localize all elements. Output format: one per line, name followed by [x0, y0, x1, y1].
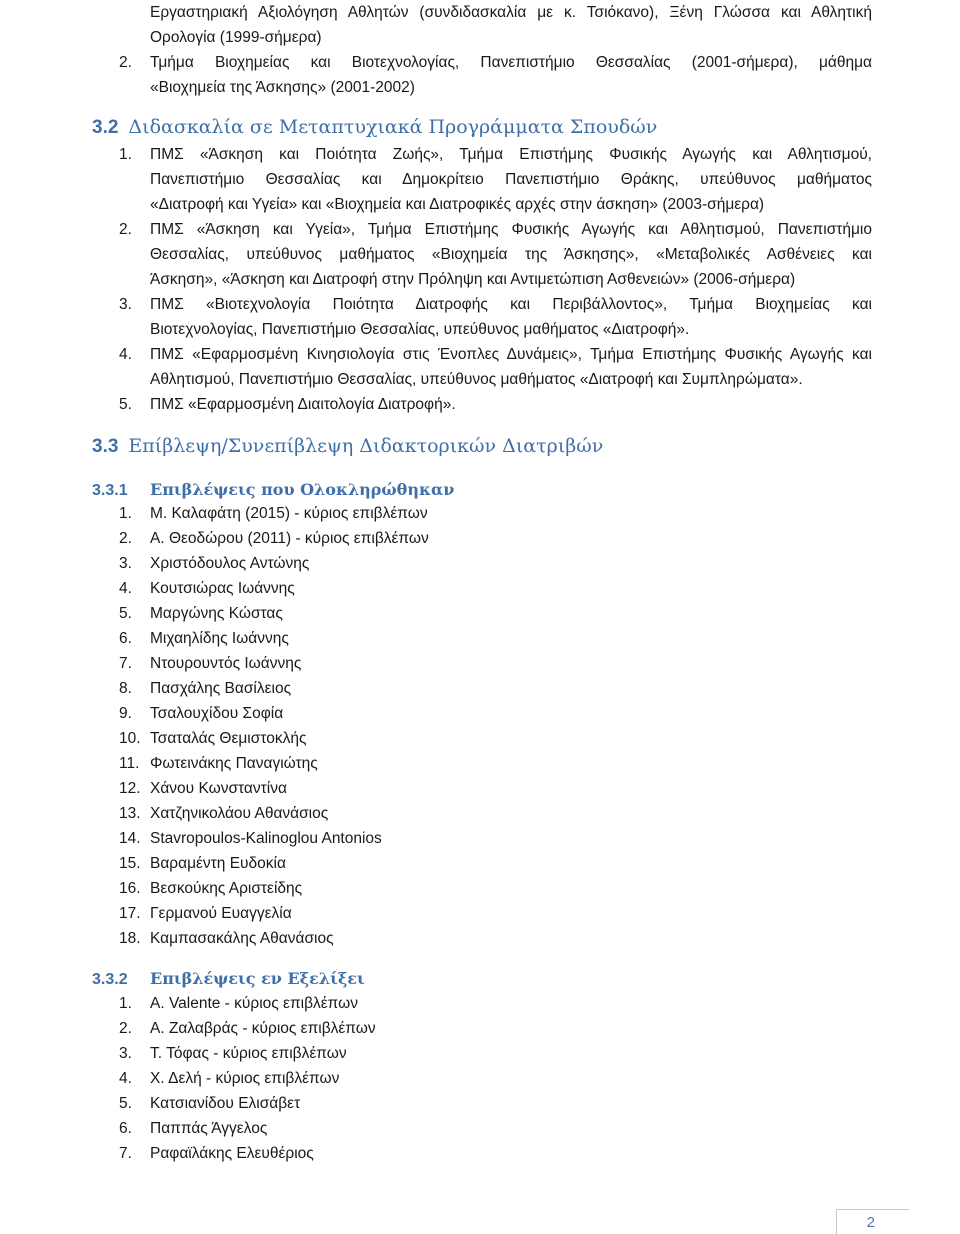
list-item-text: Ραφαϊλάκης Ελευθέριος	[150, 1145, 314, 1162]
list-item-text: Μ. Καλαφάτη (2015) - κύριος επιβλέπων	[150, 505, 428, 522]
list-item-text: Χάνου Κωνσταντίνα	[150, 780, 287, 797]
list-item-number: 2.	[119, 54, 132, 71]
list-item-text: Α. Ζαλαβράς - κύριος επιβλέπων	[150, 1020, 376, 1037]
list-item-number: 12.	[119, 780, 141, 797]
list-item-text: Χ. Δελή - κύριος επιβλέπων	[150, 1070, 340, 1087]
list-item-number: 16.	[119, 880, 141, 897]
subsection-number: 3.3.1	[92, 482, 128, 499]
page-number: 2	[866, 1214, 875, 1231]
list-item-number: 4.	[119, 580, 132, 597]
list-item-number: 3.	[119, 555, 132, 572]
list-item-number: 14.	[119, 830, 141, 847]
list-item-number: 15.	[119, 855, 141, 872]
list-item-line: ΠΜΣ «Βιοτεχνολογία Ποιότητα Διατροφής και Περιβάλλοντος», Τμήμα Βιοχημείας και	[150, 296, 872, 313]
list-item-text: Φωτεινάκης Παναγιώτης	[150, 755, 318, 772]
list-item-line: ΠΜΣ «Άσκηση και Υγεία», Τμήμα Επιστήμης Φυσικής Αγωγής και Αθλητισμού, Πανεπιστήμιο	[150, 221, 872, 238]
list-item-text: Βεσκούκης Αριστείδης	[150, 880, 303, 897]
list-item-text: Α. Θεοδώρου (2011) - κύριος επιβλέπων	[150, 530, 429, 547]
continued-line: Ορολογία (1999-σήμερα)	[150, 29, 322, 46]
continued-line: Εργαστηριακή Αξιολόγηση Αθλητών (συνδιδασκαλία με κ. Τσιόκανο), Ξένη Γλώσσα και Αθλητική	[150, 4, 872, 21]
list-item-number: 7.	[119, 1145, 132, 1162]
list-item-number: 4.	[119, 1070, 132, 1087]
subsection-heading-3-3-2	[92, 969, 365, 989]
list-item-number: 7.	[119, 655, 132, 672]
list-item-number: 5.	[119, 605, 132, 622]
list-item-number: 2.	[119, 221, 132, 238]
subsection-title: Επιβλέψεις που Ολοκληρώθηκαν	[150, 480, 455, 499]
list-item-text: Πασχάλης Βασίλειος	[150, 680, 292, 697]
continued-item-text	[150, 0, 872, 50]
list-item-number: 9.	[119, 705, 132, 722]
section-heading-3-2	[92, 116, 657, 139]
list-item-line: ΠΜΣ «Άσκηση και Ποιότητα Ζωής», Τμήμα Επιστήμης Φυσικής Αγωγής και Αθλητισμού,	[150, 146, 872, 163]
list-item-line: ΠΜΣ «Εφαρμοσμένη Διαιτολογία Διατροφή».	[150, 396, 456, 413]
list-item-line: Πανεπιστήμιο Θεσσαλίας και Δημοκρίτειο Πανεπιστήμιο Θράκης, υπεύθυνος μαθήματος	[150, 171, 872, 188]
list-item-text: Ντουρουντός Ιωάννης	[150, 655, 302, 672]
list-item-number: 11.	[119, 755, 140, 772]
subsection-number: 3.3.2	[92, 971, 128, 988]
list-item-text: Τ. Τόφας - κύριος επιβλέπων	[150, 1045, 347, 1062]
page-number-box	[836, 1209, 909, 1234]
list-item-number: 2.	[119, 530, 132, 547]
section-title: Επίβλεψη/Συνεπίβλεψη Διδακτορικών Διατριβών	[128, 435, 604, 457]
list-item-line: Θεσσαλίας, υπεύθυνος μαθήματος «Βιοχημεία της Άσκησης», «Μεταβολικές Ασθένειες και	[150, 246, 872, 263]
list-item-number: 3.	[119, 1045, 132, 1062]
list-item-text: Κατσιανίδου Ελισάβετ	[150, 1095, 301, 1112]
list-item-line: Βιοτεχνολογίας, Πανεπιστήμιο Θεσσαλίας, υπεύθυνος μαθήματος «Διατροφή».	[150, 321, 690, 338]
list-item-number: 5.	[119, 396, 132, 413]
list-item-text: Μαργώνης Κώστας	[150, 605, 283, 622]
list-item-number: 5.	[119, 1095, 132, 1112]
list-item-line: Άσκηση», «Άσκηση και Διατροφή στην Πρόληψη και Αντιμετώπιση Ασθενειών» (2006-σήμερα)	[150, 271, 796, 288]
list-item-number: 1.	[119, 995, 132, 1012]
list-item-text: Βαραμέντη Ευδοκία	[150, 855, 286, 872]
list-item-number: 8.	[119, 680, 132, 697]
list-item-text: Γερμανού Ευαγγελία	[150, 905, 292, 922]
list-item-number: 10.	[119, 730, 141, 747]
list-item-number: 1.	[119, 146, 132, 163]
list-item-line: ΠΜΣ «Εφαρμοσμένη Κινησιολογία στις Ένοπλες Δυνάμεις», Τμήμα Επιστήμης Φυσικής Αγωγής και	[150, 346, 872, 363]
list-item-number: 17.	[119, 905, 141, 922]
list-item-text: Παππάς Άγγελος	[150, 1120, 268, 1137]
subsection-heading-3-3-1	[92, 480, 454, 500]
section-heading-3-3	[92, 435, 603, 458]
list-item-number: 4.	[119, 346, 132, 363]
list-item-line: «Βιοχημεία της Άσκησης» (2001-2002)	[150, 79, 415, 96]
section-title: Διδασκαλία σε Μεταπτυχιακά Προγράμματα Σπουδών	[128, 116, 658, 138]
list-item-text: Χατζηνικολάου Αθανάσιος	[150, 805, 329, 822]
list-item-line: «Διατροφή και Υγεία» και «Βιοχημεία και Διατροφικές αρχές στην άσκηση» (2003-σήμερα)	[150, 196, 765, 213]
list-item-text: Μιχαηλίδης Ιωάννης	[150, 630, 289, 647]
list-item-text: Χριστόδουλος Αντώνης	[150, 555, 310, 572]
list-item-text: Τσαλουχίδου Σοφία	[150, 705, 284, 722]
list-item-text: Τσαταλάς Θεμιστοκλής	[150, 730, 307, 747]
list-item-number: 6.	[119, 630, 132, 647]
section-number: 3.3	[92, 436, 119, 457]
list-item-number: 1.	[119, 505, 132, 522]
list-item-text: Καμπασακάλης Αθανάσιος	[150, 930, 334, 947]
list-item-line: Τμήμα Βιοχημείας και Βιοτεχνολογίας, Πανεπιστήμιο Θεσσαλίας (2001-σήμερα), μάθημα	[150, 54, 872, 71]
list-item-number: 6.	[119, 1120, 132, 1137]
list-item-text: A. Valente - κύριος επιβλέπων	[150, 995, 358, 1012]
list-item-text: Κουτσιώρας Ιωάννης	[150, 580, 295, 597]
list-item-text: Stavropoulos-Kalinoglou Antonios	[150, 830, 382, 847]
subsection-title: Επιβλέψεις εν Εξελίξει	[150, 969, 365, 988]
list-item-number: 2.	[119, 1020, 132, 1037]
list-item-number: 18.	[119, 930, 141, 947]
list-item-number: 13.	[119, 805, 141, 822]
list-item-line: Αθλητισμού, Πανεπιστήμιο Θεσσαλίας, υπεύθυνος μαθήματος «Διατροφή και Συμπληρώματα».	[150, 371, 803, 388]
list-item-number: 3.	[119, 296, 132, 313]
section-number: 3.2	[92, 117, 119, 138]
